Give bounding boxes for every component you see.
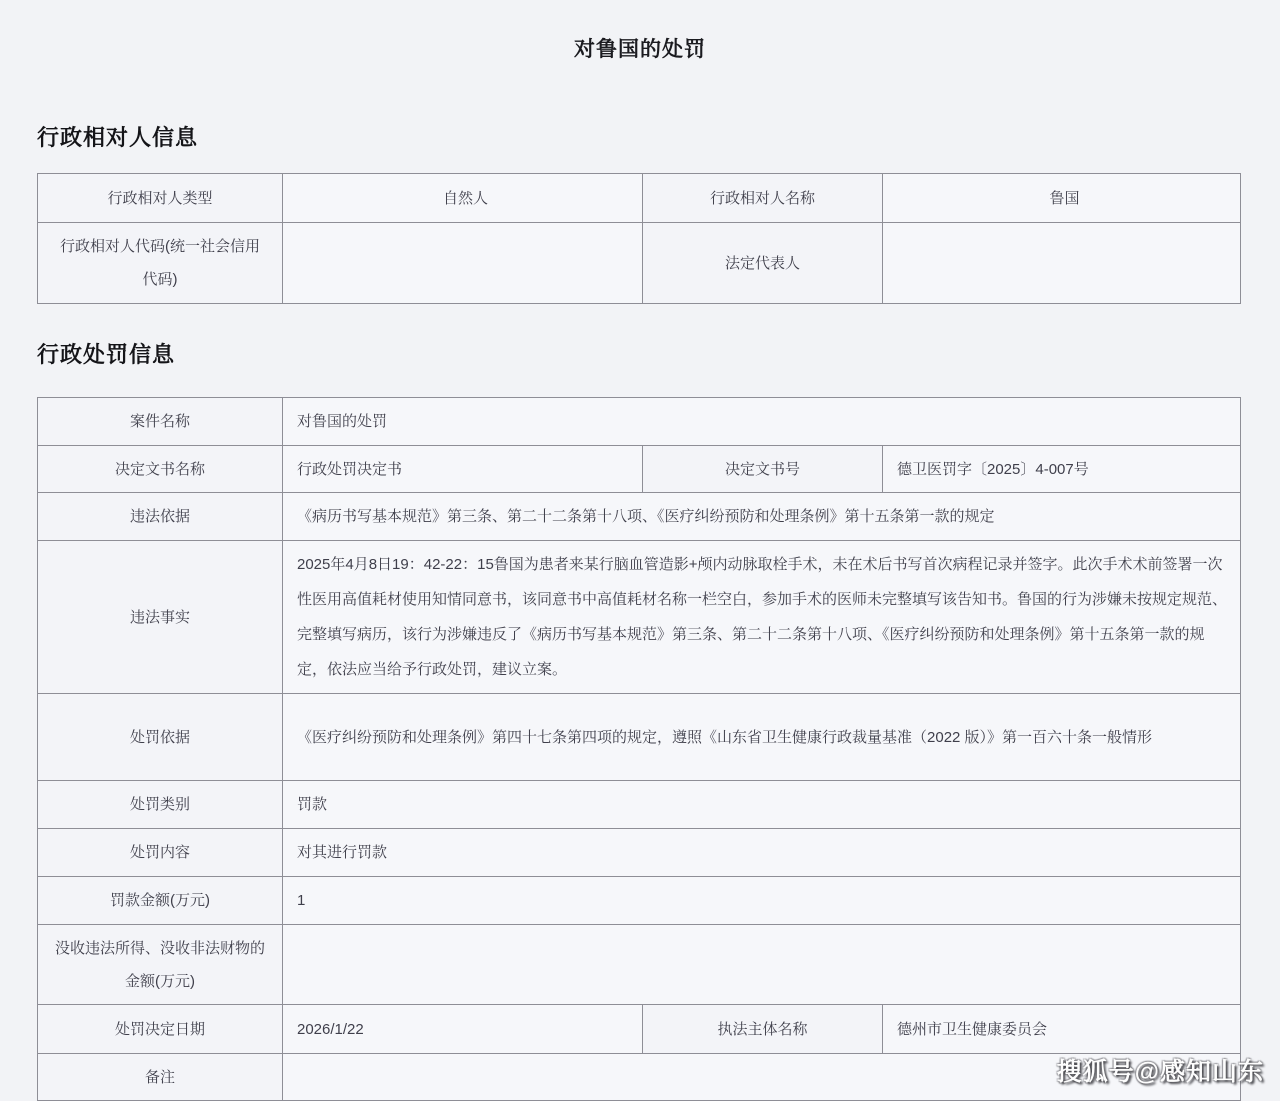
penalty-info-table	[37, 397, 1241, 1101]
table-row	[38, 829, 1241, 877]
violation-facts-value: 2025年4月8日19：42-22：15鲁国为患者来某行脑血管造影+颅内动脉取栓手术，未在术后书写首次病程记录并签字。此次手术术前签署一次性医用高值耗材使用知情同意书，该同意书中高值耗材名称一栏空白，参加手术的医师未完整填写该告知书。鲁国的行为涉嫌未按规定规范、完整填写病历，该行为涉嫌违反了《病历书写基本规范》第三条、第二十二条第十八项、《医疗纠纷预防和处理条例》第十五条第一款的规定，依法应当给予行政处罚，建议立案。	[283, 541, 1241, 694]
table-row	[38, 446, 1241, 493]
penalty-basis-value: 《医疗纠纷预防和处理条例》第四十七条第四项的规定，遵照《山东省卫生健康行政裁量基准（2022 版）》第一百六十条一般情形	[283, 694, 1241, 781]
law-basis-label: 违法依据	[38, 493, 283, 541]
authority-name-value: 德州市卫生健康委员会	[883, 1005, 1241, 1054]
table-row	[38, 223, 1241, 304]
party-section-heading: 行政相对人信息	[37, 125, 199, 150]
party-name-label: 行政相对人名称	[643, 174, 883, 223]
authority-name-label: 执法主体名称	[643, 1005, 883, 1054]
fine-amount-label: 罚款金额(万元)	[38, 877, 283, 925]
law-basis-value: 《病历书写基本规范》第三条、第二十二条第十八项、《医疗纠纷预防和处理条例》第十五条第一款的规定	[283, 493, 1241, 541]
table-row	[38, 174, 1241, 223]
party-type-label: 行政相对人类型	[38, 174, 283, 223]
table-row	[38, 398, 1241, 446]
table-row	[38, 1005, 1241, 1054]
case-name-value: 对鲁国的处罚	[283, 398, 1241, 446]
party-code-value	[283, 223, 643, 304]
fine-amount-value: 1	[283, 877, 1241, 925]
decision-date-label: 处罚决定日期	[38, 1005, 283, 1054]
remark-label: 备注	[38, 1054, 283, 1101]
legal-rep-value	[883, 223, 1241, 304]
table-row	[38, 925, 1241, 1005]
party-type-value: 自然人	[283, 174, 643, 223]
sohu-watermark: 搜狐号@感知山东	[1056, 1058, 1264, 1086]
page-title: 对鲁国的处罚	[574, 38, 706, 61]
violation-facts-label: 违法事实	[38, 541, 283, 694]
case-name-label: 案件名称	[38, 398, 283, 446]
legal-rep-label: 法定代表人	[643, 223, 883, 304]
party-code-label: 行政相对人代码(统一社会信用代码)	[38, 223, 283, 304]
penalty-section-heading: 行政处罚信息	[37, 342, 176, 367]
doc-name-value: 行政处罚决定书	[283, 446, 643, 493]
penalty-basis-label: 处罚依据	[38, 694, 283, 781]
table-row	[38, 781, 1241, 829]
decision-date-value: 2026/1/22	[283, 1005, 643, 1054]
table-row	[38, 541, 1241, 694]
doc-number-label: 决定文书号	[643, 446, 883, 493]
party-info-table	[37, 173, 1241, 304]
penalty-type-value: 罚款	[283, 781, 1241, 829]
penalty-type-label: 处罚类别	[38, 781, 283, 829]
party-name-value: 鲁国	[883, 174, 1241, 223]
confiscation-value	[283, 925, 1241, 1005]
penalty-content-value: 对其进行罚款	[283, 829, 1241, 877]
confiscation-label: 没收违法所得、没收非法财物的金额(万元)	[38, 925, 283, 1005]
table-row	[38, 694, 1241, 781]
doc-number-value: 德卫医罚字〔2025〕4-007号	[883, 446, 1241, 493]
table-row	[38, 493, 1241, 541]
penalty-content-label: 处罚内容	[38, 829, 283, 877]
doc-name-label: 决定文书名称	[38, 446, 283, 493]
table-row	[38, 877, 1241, 925]
